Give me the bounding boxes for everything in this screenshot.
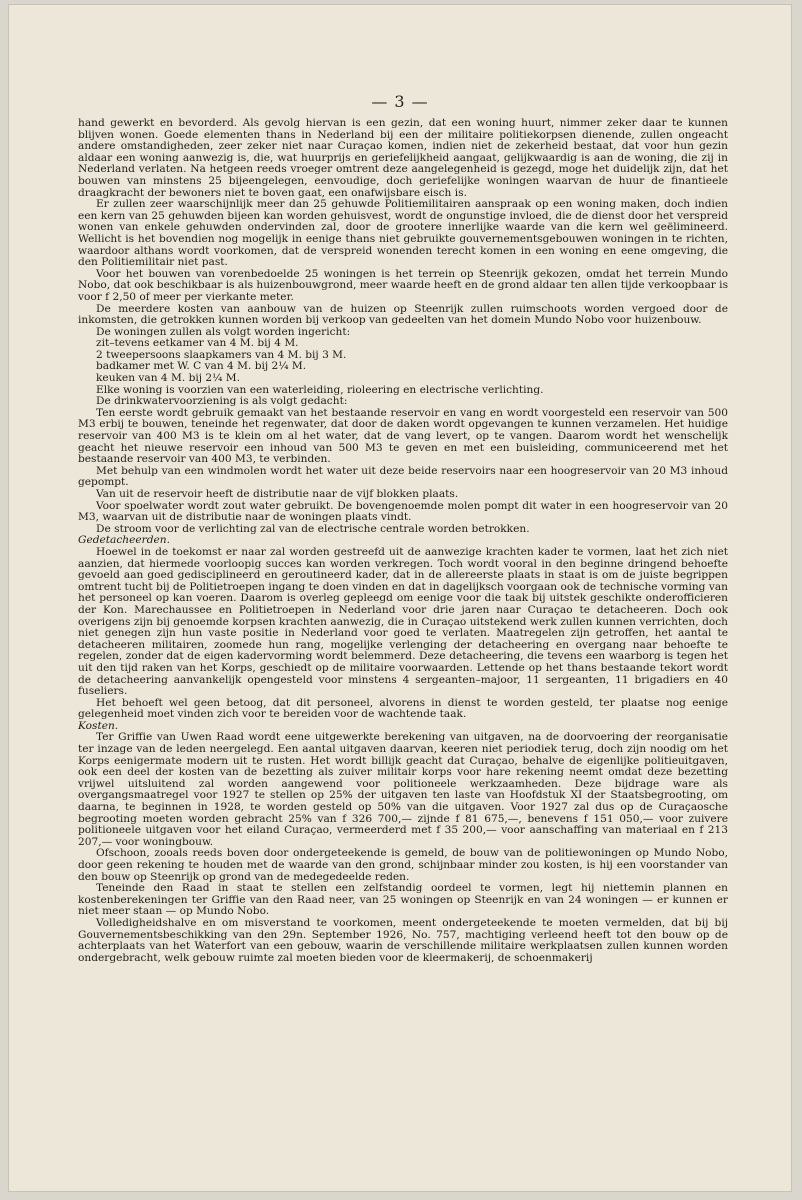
paragraph: Er zullen zeer waarschijnlijk meer dan 25 gehuwde Politiemilitairen aanspraak op een woning maken, doch indien een kern van 25 gehuwden bijeen kan worden gehuisvest, wordt de ongunstige invloed, die de dienst door het verspreid wonen van enkele gehuwden ondervinden zal, door de grootere innerlijke waarde van die kern wel geëlimineerd. Wellicht is het bovendien nog mogelijk in eenige thans niet gebruikte gouvernementsgebouwen woningen in te richten, waardoor althans wordt voorkomen, dat de verspreid wonenden terecht komen in een woning en eene omgeving, die den Politiemilitair niet past. <box>78 198 728 269</box>
paragraph: Voor spoelwater wordt zout water gebruikt. De bovengenoemde molen pompt dit water in een hoogreservoir van 20 M3, waarvan uit de distributie naar de woningen plaats vindt. <box>78 499 728 524</box>
paragraph: Het behoeft wel geen betoog, dat dit personeel, alvorens in dienst te worden gesteld, ter plaatse nog eenige gelegenheid moet vinden zich voor te bereiden voor de wachtende taak. <box>78 696 728 721</box>
list-item: zit–tevens eetkamer van 4 M. bij 4 M. <box>96 337 299 350</box>
list-item: keuken van 4 M. bij 2¼ M. <box>96 372 240 385</box>
paragraph: Ofschoon, zooals reeds boven door ondergeteekende is gemeld, de bouw van de politiewoningen op Mundo Nobo, door geen rekening te houden met de waarde van den grond, schijnbaar minder zou kosten, is hij een voorstander van den bouw op Steenrijk op grond van de medegedeelde reden. <box>78 847 728 883</box>
section-heading: Gedetacheerden. <box>78 534 170 547</box>
paragraph: De meerdere kosten van aanbouw van de huizen op Steenrijk zullen ruimschoots worden vergoed door de inkomsten, die getrokken kunnen worden bij verkoop van gedeelten van het domein Mundo Nobo voor huizenbouw. <box>78 302 728 327</box>
paragraph: Ter Griffie van Uwen Raad wordt eene uitgewerkte berekening van uitgaven, na de doorvoering der reorganisatie ter inzage van de leden neergelegd. Een aantal uitgaven daarvan, keeren niet periodiek terug, doch zijn noodig om het Korps eenigermate modern uit te rusten. Het wordt billijk geacht dat Curaçao, behalve de eigenlijke politieuitgaven, ook een deel der kosten van de bezetting als zuiver militair korps voor hare rekening neemt omdat deze bezetting vrijwel uitsluitend zal worden aangewend voor politioneele werkzaamheden. Deze bijdrage ware als overgangsmaatregel voor 1927 te stellen op 25% der uitgaven ten laste van Hoofdstuk XI der Staatsbegrooting, om daarna, te beginnen in 1928, te worden gesteld op 50% van die uitgaven. Voor 1927 zal dus op de Curaçaosche begrooting moeten worden gebracht 25% van f 326 700,— zijnde f 81 675,—, benevens f 151 050,— voor zuivere politioneele uitgaven voor het eiland Curaçao, vermeerderd met f 35 200,— voor aanschaffing van materiaal en f 213 207,— voor woningbouw. <box>78 731 728 848</box>
room-list <box>78 338 728 384</box>
page-number: — 3 — <box>371 92 429 111</box>
paragraph: Voor het bouwen van vorenbedoelde 25 woningen is het terrein op Steenrijk gekozen, omdat het terrein Mundo Nobo, dat ook beschikbaar is als huizenbouwgrond, meer waarde heeft en de grond aldaar ten allen tijde verkoopbaar is voor f 2,50 of meer per vierkante meter. <box>78 267 729 303</box>
paragraph: De drinkwatervoorziening is als volgt gedacht: <box>96 395 348 408</box>
list-item: badkamer met W. C van 4 M. bij 2¼ M. <box>96 360 307 373</box>
paragraph: Teneinde den Raad in staat te stellen een zelfstandig oordeel te vormen, legt hij niettemin plannen en kostenberekeningen ter Griffie van den Raad neer, van 25 woningen op Steenrijk en van 24 woningen — er kunnen er niet meer staan — op Mundo Nobo. <box>78 882 728 918</box>
paragraph: Met behulp van een windmolen wordt het water uit deze beide reservoirs naar een hoogreservoir van 20 M3 inhoud gepompt. <box>78 464 728 489</box>
paragraph: Volledigheidshalve en om misverstand te voorkomen, meent ondergeteekende te moeten vermelden, dat bij bij Gouvernementsbeschikking van den 29n. September 1926, No. 757, machtiging verleend heeft tot den bouw op de achterplaats van het Waterfort van een gebouw, waarin de verschillende militaire werkplaatsen zullen kunnen worden ondergebracht, welk gebouw ruimte zal moeten bieden voor de kleermakerij, de schoenmakerij <box>78 916 728 964</box>
paragraph: Elke woning is voorzien van een waterleiding, rioleering en electrische verlichting. <box>96 383 544 396</box>
paragraph: De stroom voor de verlichting zal van de electrische centrale worden betrokken. <box>96 522 530 535</box>
document-page <box>8 4 792 1192</box>
list-item: 2 tweepersoons slaapkamers van 4 M. bij 3 M. <box>96 348 347 361</box>
paragraph: Van uit de reservoir heeft de distributie naar de vijf blokken plaats. <box>96 488 459 500</box>
paragraph: De woningen zullen als volgt worden ingericht: <box>96 325 351 338</box>
paragraph: Hoewel in de toekomst er naar zal worden gestreefd uit de aanwezige krachten kader te vormen, laat het zich niet aanzien, dat hiermede voorloopig succes kan worden verkregen. Toch wordt vooral in den beginne dringend behoefte gevoeld aan goed gedisciplineerd en geroutineerd kader, dat in de allereerste plaats in staat is om de juiste begrippen omtrent tucht bij de Politietroepen ingang te doen vinden en dat in dagelijksch voorgaan ook de technische vorming van het personeel op kan voeren. Daarom is overleg gepleegd om eenige voor die taak bij uitstek geschikte onderofficieren der Kon. Marechaussee en Politietroepen in Nederland voor drie jaren naar Curaçao te detacheeren. Doch ook overigens zijn bij genoemde korpsen krachten aanwezig, die in Curaçao uitstekend werk zullen kunnen verrichten, doch niet genegen zijn hun vaste positie in Nederland voor goed te verlaten. Maatregelen zijn getroffen, het aantal te detacheeren militairen, zoomede hun rang, mogelijke verlenging der detacheering en overgang naar behoefte te regelen, zonder dat de eigen kadervorming wordt belemmerd. Deze detacheering, die tevens een waarborg is tegen het uit den tijd raken van het Korps, geschiedt op de militaire voorwaarden. Lettende op het thans bestaande tekort wordt de detacheering aanvankelijk opengesteld voor minstens 4 sergeanten–majoor, 11 sergeanten, 11 brigadiers en 40 fuseliers. <box>78 545 728 698</box>
paragraph: hand gewerkt en bevorderd. Als gevolg hiervan is een gezin, dat een woning huurt, nimmer zeker daar te kunnen blijven wonen. Goede elementen thans in Nederland bij een der militaire politiekorpsen dienende, zullen ongeacht andere omstandigheden, zeer zeker niet naar Curaçao komen, indien niet de zekerheid bestaat, dat voor hun gezin aldaar een woning aanwezig is, die, wat huurprijs en geriefelijkheid aangaat, gelijkwaardig is aan de woning, die zij in Nederland verlaten. Na hetgeen reeds vroeger omtrent deze aangelegenheid is gezegd, moge het duidelijk zijn, dat het bouwen van minstens 25 bijeengelegen, eenvoudige, doch geriefelijke woningen waarvan de huur de finantieele draagkracht der bewoners niet te boven gaat, een onafwijsbare eisch is. <box>78 117 728 199</box>
paragraph: Ten eerste wordt gebruik gemaakt van het bestaande reservoir en vang en wordt voorgesteld een reservoir van 500 M3 erbij te bouwen, teneinde het regenwater, dat door de daken wordt opgevangen te kunnen verzamelen. Het huidige reservoir van 400 M3 is te klein om al het water, dat de vang levert, op te vangen. Daarom wordt het wenschelijk geacht het nieuwe reservoir een inhoud van 500 M3 te geven en met een buisleiding, communiceerend met het bestaande reservoir van 400 M3, te verbinden. <box>78 406 728 466</box>
section-heading: Kosten. <box>78 719 119 732</box>
page-body <box>78 118 728 964</box>
